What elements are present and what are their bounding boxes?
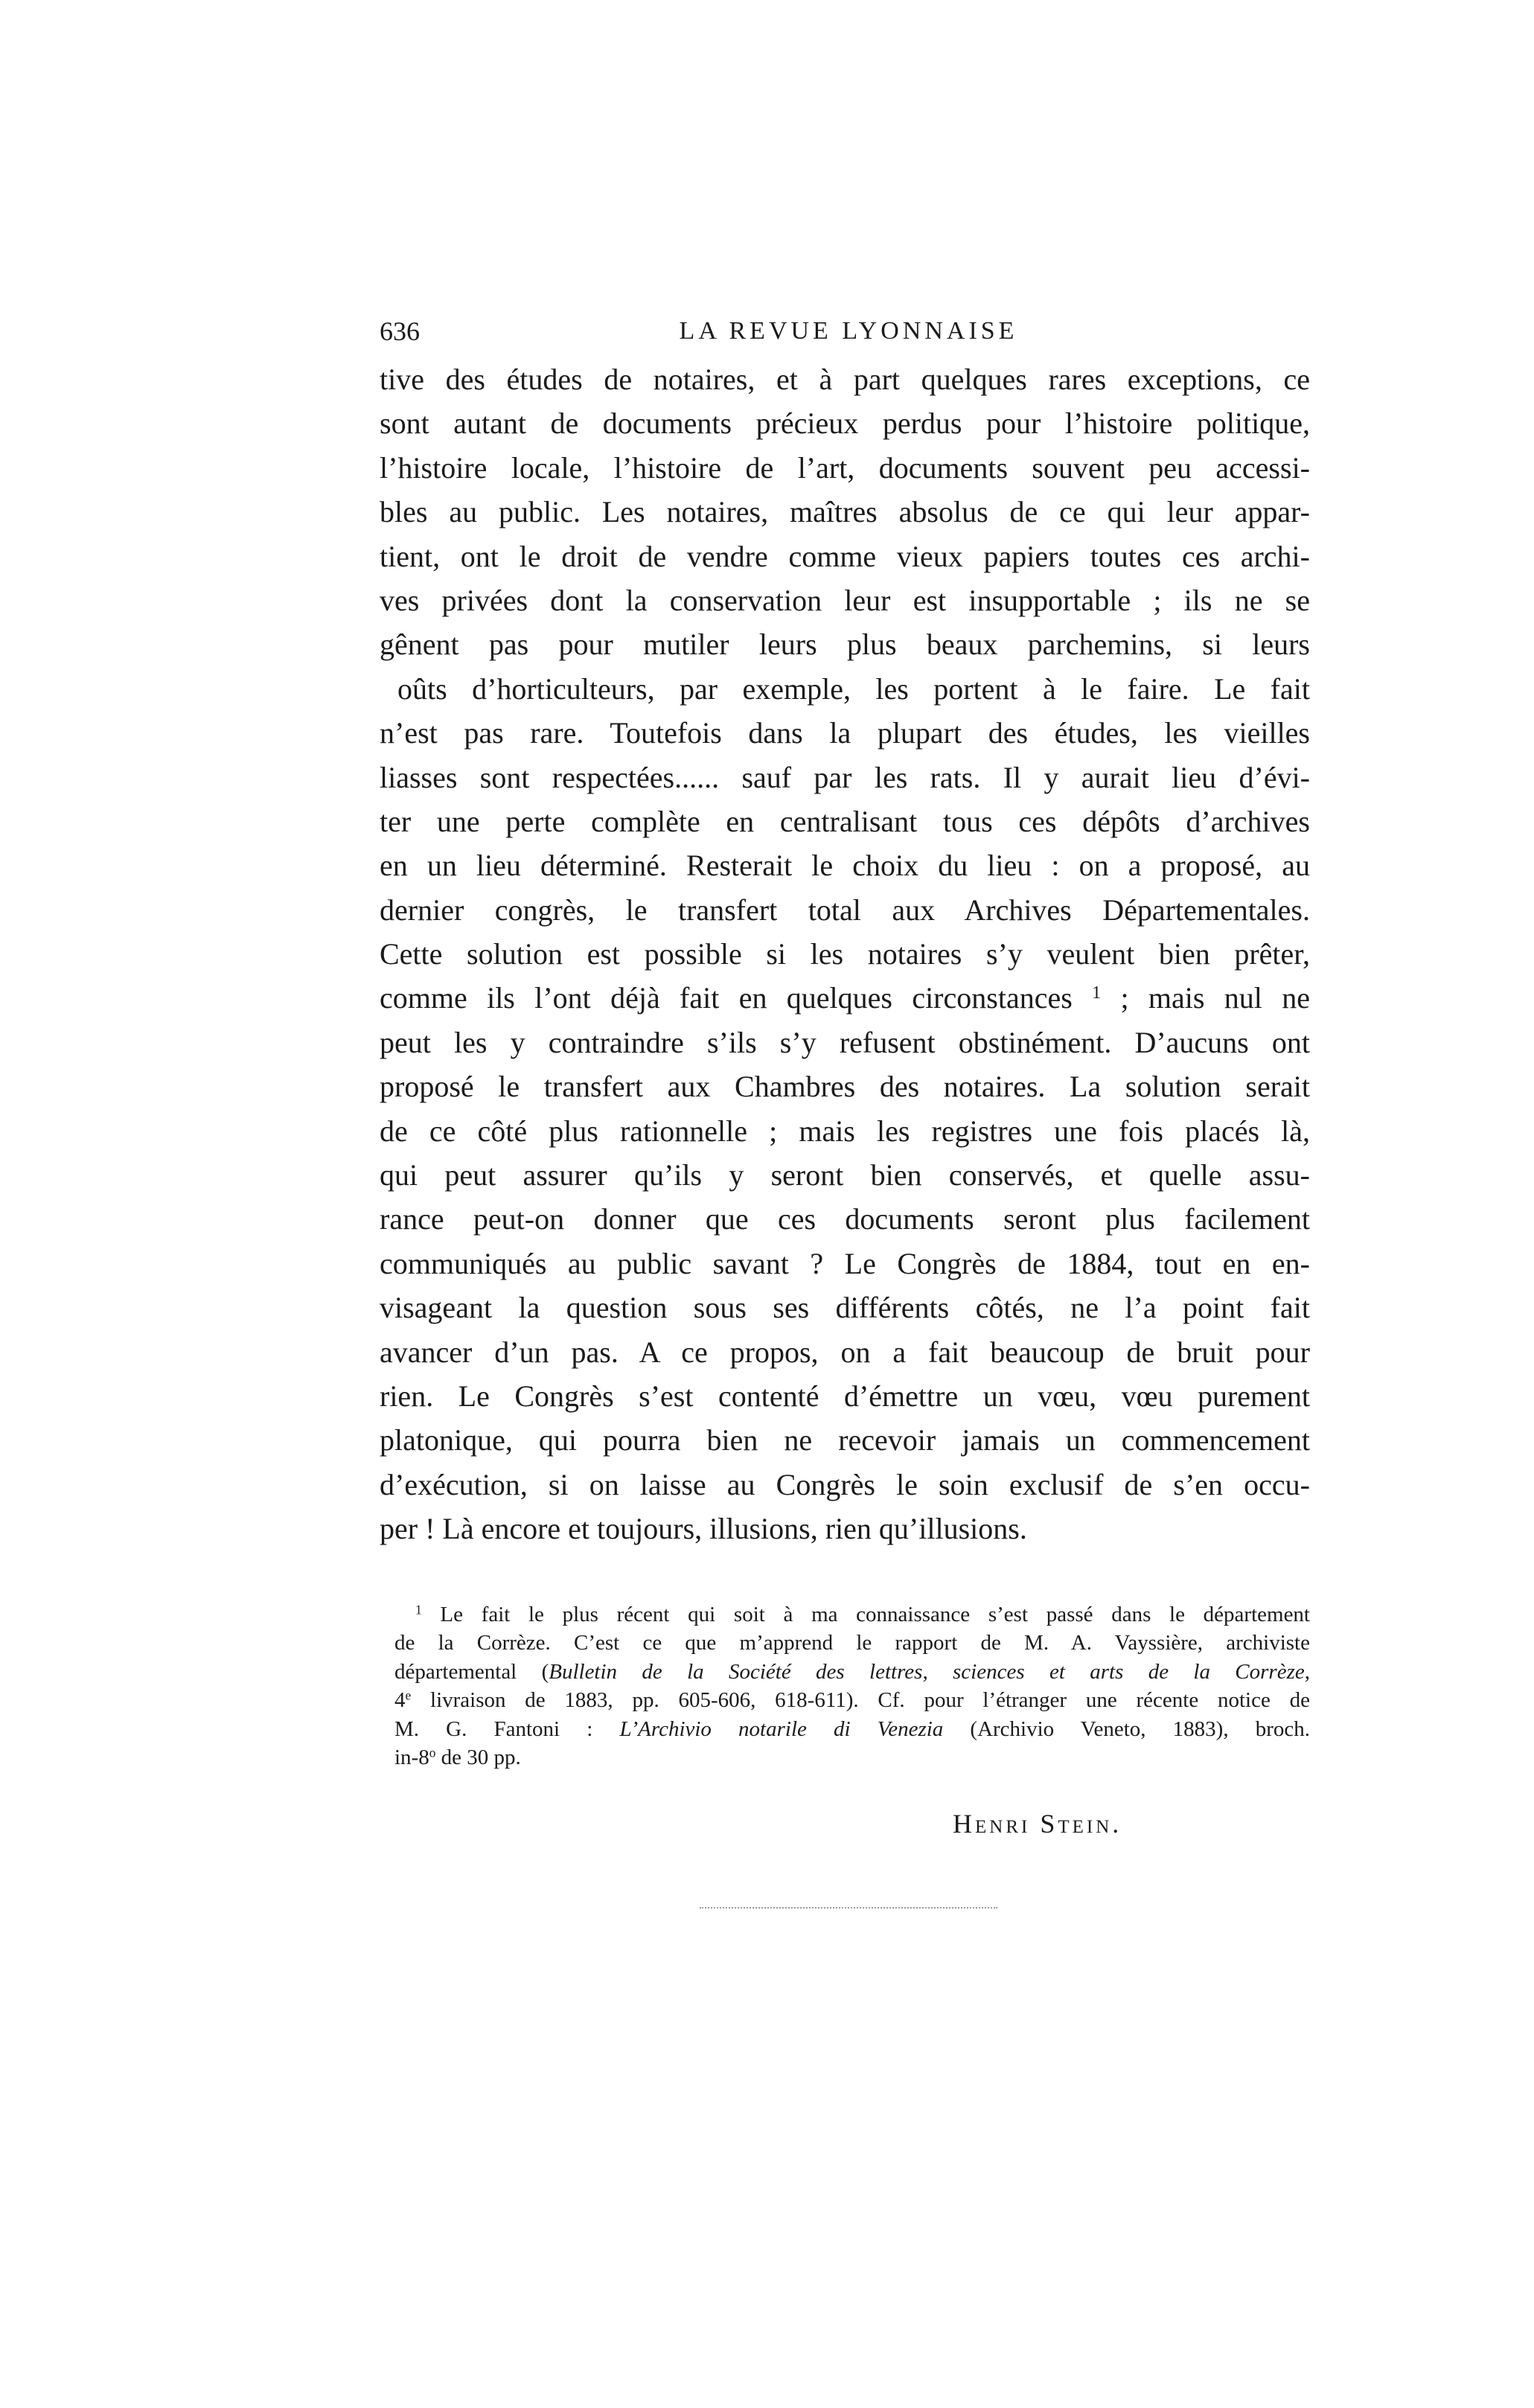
footnote-line: [394, 1715, 1310, 1743]
footnote-line: [394, 1600, 1310, 1629]
body-line: Cette solution est possible si les notaires s’y veulent bien prêter,: [380, 937, 1310, 971]
footnote-line: [394, 1686, 1310, 1714]
footnote-marker: 1: [415, 1602, 422, 1617]
body-line: ves privées dont la conservation leur est insupportable ; ils ne se: [380, 583, 1310, 617]
footnote-line: de la Corrèze. C’est ce que m’apprend le rapport de M. A. Vayssière, archiviste: [394, 1631, 1310, 1655]
body-line-tail: ; mais nul ne: [1101, 981, 1310, 1015]
footnote-text: livraison de 1883, pp. 605-606, 618-611). Cf. pour l’étranger une récente notice de: [411, 1688, 1310, 1713]
body-line: bles au public. Les notaires, maîtres absolus de ce qui leur appar-: [380, 495, 1310, 529]
footnote-text: in-8: [394, 1745, 429, 1769]
footnote-text: (Archivio Veneto, 1883), broch.: [943, 1716, 1311, 1741]
footnote-italic-title: L’Archivio notarile di Venezia: [619, 1716, 944, 1741]
footnote-line: [394, 1743, 1310, 1772]
page-number: 636: [380, 316, 420, 346]
body-line: peut les y contraindre s’ils s’y refusent obstinément. D’aucuns ont: [380, 1025, 1310, 1059]
body-line: avancer d’un pas. A ce propos, on a fait beaucoup de bruit pour: [380, 1335, 1310, 1369]
body-line: proposé le transfert aux Chambres des notaires. La solution serait: [380, 1070, 1310, 1104]
body-line: per ! Là encore et toujours, illusions, rien qu’illusions.: [380, 1512, 1027, 1546]
body-line: gênent pas pour mutiler leurs plus beaux parchemins, si leurs: [380, 627, 1310, 662]
body-line: platonique, qui pourra bien ne recevoir jamais un commencement: [380, 1423, 1310, 1457]
footnote-italic-title: Bulletin de la Société des lettres, sciences et arts de la Corrèze: [549, 1659, 1305, 1684]
body-line: liasses sont respectées...... sauf par les rats. Il y aurait lieu d’évi-: [380, 760, 1310, 794]
author-signature: Henri Stein.: [953, 1809, 1122, 1839]
body-line-text: comme ils l’ont déjà fait en quelques circonstances: [380, 981, 1073, 1015]
body-line: qui peut assurer qu’ils y seront bien conservés, et quelle assu-: [380, 1158, 1310, 1192]
footnote-text: 4: [394, 1688, 406, 1713]
body-line: sont autant de documents précieux perdus pour l’histoire politique,: [380, 406, 1310, 441]
footnote-text: de 30 pp.: [435, 1745, 521, 1769]
body-line: l’histoire locale, l’histoire de l’art, documents souvent peu accessi-: [380, 450, 1310, 485]
body-line: tient, ont le droit de vendre comme vieux papiers toutes ces archi-: [380, 539, 1310, 573]
body-line: communiqués au public savant ? Le Congrès de 1884, tout en en-: [380, 1246, 1310, 1280]
body-text: [380, 357, 1310, 1551]
footnote-text: M. G. Fantoni :: [394, 1716, 620, 1741]
running-title: LA REVUE LYONNAISE: [679, 317, 1018, 345]
body-line: rance peut-on donner que ces documents seront plus facilement: [380, 1202, 1310, 1236]
footnote-superscript: o: [429, 1745, 436, 1760]
body-line: oûts d’horticulteurs, par exemple, les portent à le faire. Le fait: [397, 671, 1310, 706]
body-line: dernier congrès, le transfert total aux Archives Départementales.: [380, 892, 1310, 927]
body-line: visageant la question sous ses différents côtés, ne l’a point fait: [380, 1291, 1310, 1325]
footnote-line: [394, 1658, 1310, 1686]
running-head: [380, 309, 1317, 354]
body-line: n’est pas rare. Toutefois dans la plupart des études, les vieilles: [380, 716, 1310, 750]
body-line-with-footnote-ref: [380, 976, 1310, 1020]
body-line: rien. Le Congrès s’est contenté d’émettre un vœu, vœu purement: [380, 1379, 1310, 1413]
footnote-text: départemental (: [394, 1659, 549, 1684]
footnote-reference: 1: [1092, 983, 1102, 1003]
body-line: tive des études de notaires, et à part quelques rares exceptions, ce: [380, 363, 1310, 396]
footnote-text: Le fait le plus récent qui soit à ma connaissance s’est passé dans le département: [421, 1603, 1310, 1626]
footnote: [394, 1600, 1310, 1772]
footnote-superscript: e: [405, 1687, 412, 1703]
body-line: en un lieu déterminé. Resterait le choix du lieu : on a proposé, au: [380, 849, 1310, 883]
body-line: ter une perte complète en centralisant tous ces dépôts d’archives: [380, 804, 1310, 838]
footnote-text: ,: [1304, 1659, 1310, 1684]
end-rule: [700, 1907, 997, 1909]
body-line: de ce côté plus rationnelle ; mais les registres une fois placés là,: [380, 1114, 1310, 1148]
body-line: d’exécution, si on laisse au Congrès le soin exclusif de s’en occu-: [380, 1467, 1310, 1501]
